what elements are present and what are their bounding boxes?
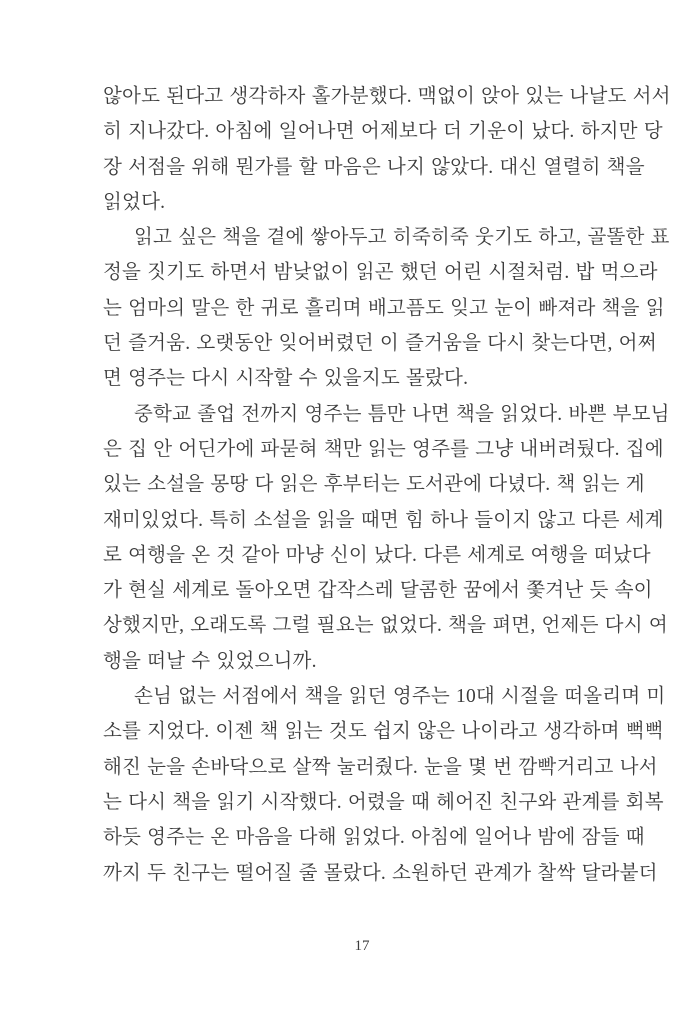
text-line: 장 서점을 위해 뭔가를 할 마음은 나지 않았다. 대신 열렬히 책을 (103, 156, 645, 178)
text-line: 읽었다. (103, 191, 166, 213)
text-line: 해진 눈을 손바닥으로 살짝 눌러줬다. 눈을 몇 번 깜빡거리고 나서 (103, 756, 658, 778)
text-line: 소를 지었다. 이젠 책 읽는 것도 쉽지 않은 나이라고 생각하며 뻑뻑 (103, 721, 664, 743)
text-line: 있는 소설을 몽땅 다 읽은 후부터는 도서관에 다녔다. 책 읽는 게 (103, 474, 645, 496)
text-line: 로 여행을 온 것 같아 마냥 신이 났다. 다른 세계로 여행을 떠났다 (103, 544, 651, 566)
text-line: 은 집 안 어딘가에 파묻혀 책만 읽는 영주를 그냥 내버려뒀다. 집에 (103, 438, 664, 460)
text-line: 던 즐거움. 오랫동안 잊어버렸던 이 즐거움을 다시 찾는다면, 어쩌 (103, 333, 657, 355)
text-line: 재미있었다. 특히 소설을 읽을 때면 힘 하나 들이지 않고 다른 세계 (103, 509, 664, 531)
text-line: 정을 짓기도 하면서 밤낮없이 읽곤 했던 어린 시절처럼. 밥 먹으라 (103, 262, 658, 284)
text-line: 가 현실 세계로 돌아오면 갑작스레 달콤한 꿈에서 쫓겨난 듯 속이 (103, 580, 653, 602)
text-line: 면 영주는 다시 시작할 수 있을지도 몰랐다. (103, 368, 469, 390)
text-line: 하듯 영주는 온 마음을 다해 읽었다. 아침에 일어나 밤에 잠들 때 (103, 827, 645, 849)
text-line: 중학교 졸업 전까지 영주는 틈만 나면 책을 읽었다. 바쁜 부모님 (134, 403, 670, 425)
text-line: 까지 두 친구는 떨어질 줄 몰랐다. 소원하던 관계가 찰싹 달라붙더 (103, 862, 658, 884)
text-line: 상했지만, 오래도록 그럴 필요는 없었다. 책을 펴면, 언제든 다시 여 (103, 615, 668, 637)
text-line: 않아도 된다고 생각하자 홀가분했다. 맥없이 앉아 있는 나날도 서서 (103, 86, 671, 107)
text-line: 는 다시 책을 읽기 시작했다. 어렸을 때 헤어진 친구와 관계를 회복 (103, 791, 664, 813)
text-line: 손님 없는 서점에서 책을 읽던 영주는 10대 시절을 떠올리며 미 (134, 686, 666, 708)
text-line: 히 지나갔다. 아침에 일어나면 어제보다 더 기운이 났다. 하지만 당 (103, 121, 663, 143)
text-line: 읽고 싶은 책을 곁에 쌓아두고 히죽히죽 웃기도 하고, 골똘한 표 (134, 227, 670, 249)
text-line: 는 엄마의 말은 한 귀로 흘리며 배고픔도 잊고 눈이 빠져라 책을 읽 (103, 297, 665, 319)
text-line: 행을 떠날 수 있었으니까. (103, 650, 317, 672)
page-number: 17 (354, 938, 370, 954)
page-body-text (103, 79, 671, 891)
